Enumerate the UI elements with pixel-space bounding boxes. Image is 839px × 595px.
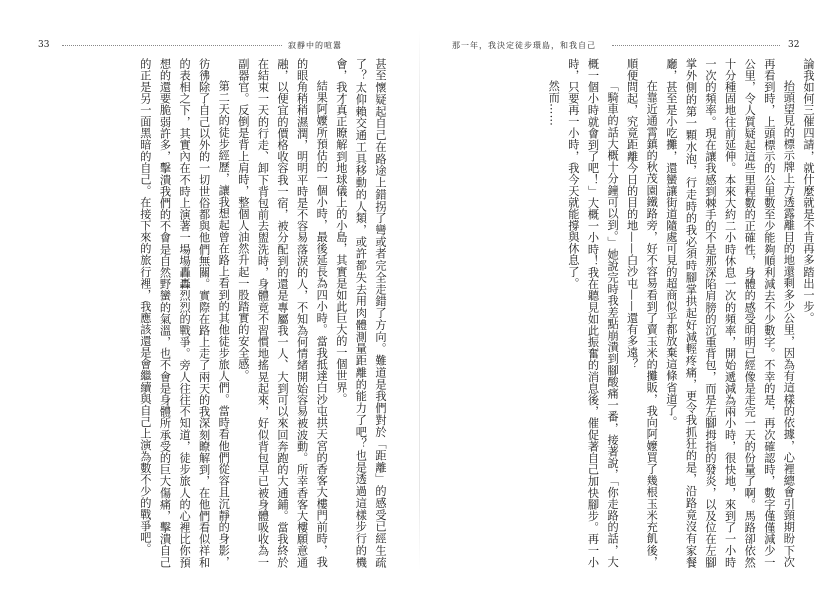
header-rule-left bbox=[62, 45, 282, 46]
paragraph: 論我如何三催四請，就什麼就是不肯再多踏出一步。 bbox=[802, 58, 815, 324]
left-page-body bbox=[40, 58, 390, 568]
header-title-left: 寂靜中的喧囂 bbox=[288, 41, 342, 50]
right-page-body bbox=[440, 58, 818, 568]
paragraph: 甚至懷疑起自己在路途上錯拐了彎或者完全走錯了方向。難道是我們對於「距離」的感受已經生疏了？太仰賴交通工具移動的人類，或許都失去用肉體測量距離的能力了吧？也是透過這樣步行的機會，我才真正瞭解到地球儀上的小島，其實是如此巨大的一個世界。 bbox=[334, 58, 387, 568]
paragraph: 抬頭望見的標示牌上方透露離目的地還剩多少公里，因為有這樣的依據，心裡總會引頸期盼下次再看到時，上頭標示的公里數至少能夠順利減去不少數字。不幸的是，再次確認時，數字僅僅減少一公里，令人質疑起這些里程數的正確性，身體的感受明明已經像是走完一天的份量了啊。馬路卻依然十分種固地往前延伸。本來大約二小時休息一次的頻率，開始遞減為兩小時，很快地，來到了一小時一次的頻率。現在讓我感到棘手的不是那深陷肩膀的沉重背包，而是左腳拇指的發炎，以及位在左腳掌外側的第一顆水泡，行走時的我必須時腳掌拱起好減輕疼痛，更令我抓狂的是，沿路竟沒有家餐廳，甚至是小吃攤，還蠻讓街道隨處可見的超商似乎都放棄這條省道了。 bbox=[664, 58, 796, 568]
header-title-right: 那一年，我決定徒步環島，和我自己 bbox=[452, 41, 596, 50]
paragraph: 然而…… bbox=[547, 80, 561, 127]
page-number-left: 33 bbox=[38, 40, 50, 50]
paragraph: 在靠近通霄鎮的秋茂園鐵路旁，好不容易看到了賣玉米的攤販，我向阿嬤買了幾根玉米充飢後，順便問起，究竟距離今日的目的地——白沙屯——還有多遠？ bbox=[625, 58, 659, 568]
header-rule-right bbox=[612, 45, 780, 46]
page-gutter bbox=[419, 30, 420, 570]
paragraph: 結果阿嬤所預估的一個小時，最後延長為四小時。當我抵達白沙屯拱天宮的香客大樓門前時，我的眼角稍稍濕潤，明明平時是不容易落淚的人，不知為何情緒開始容易被波動。所幸香客大樓願意通融，以便宜的價格收容我一宿，被分配到的還是專屬我一人、大到可以來回奔跑的大通鋪。當我終於在結束一天的行走、卸下背包前去盥洗時，身體竟不習慣地搖晃起來，好似背包早已被身體吸收為一副器官。反倒是背上肩時，整個人油然升起一股踏實的安全感。 bbox=[236, 58, 329, 568]
page-number-right: 32 bbox=[788, 40, 800, 50]
paragraph: 「騎車的話大概十分鐘可以到。」她說完時我差點崩潰到腳酸痛一番，接著說，「你走路的話，大概一個小時就會到了吧！」大概一小時！我在聽見如此振奮的消息後，催促著自己加快腳步。再一小時，只要再一小時，我今天就能撐與休息了。 bbox=[566, 58, 620, 568]
paragraph: 第二天的徒步經歷，讓我想起曾在路上看到的其他徒步旅人們。當時看他們從容且沉靜的身影，彷彿除了自己以外的一切世俗都與他們無關。實際在路上走了兩天的我深刻瞭解到，在他們看似祥和的表相之下，其實內在不時上演著一場場轟轟烈烈的戰爭。旁人往往不知道，徒步旅人的心裡比你預想的還要脆弱許多，擊潰我們的不會是自然野蠻的氣溫，也不會是身體所承受的巨大傷痛，擊潰自己的正是另一面黑暗的自己。在接下來的旅行裡，我應該還是會繼續與自己上演為數不少的戰爭吧。 bbox=[138, 58, 231, 568]
